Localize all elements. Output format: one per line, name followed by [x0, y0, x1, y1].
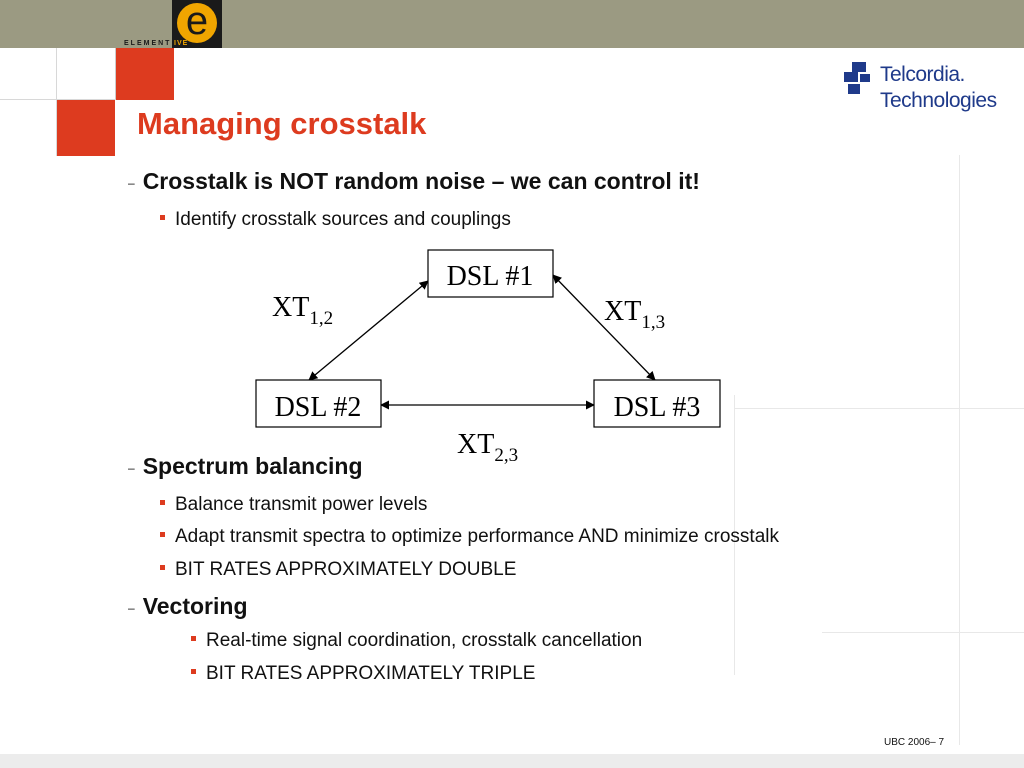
bullet-text: BIT RATES APPROXIMATELY DOUBLE — [175, 559, 517, 580]
dsl-node-2 — [256, 380, 381, 427]
dsl-node-3 — [594, 380, 720, 427]
slide-footer: UBC 2006– 7 — [884, 737, 945, 748]
elementive-logo-letter: e — [185, 0, 209, 43]
bullet-text: Vectoring — [142, 593, 248, 619]
crosstalk-label-sub: 1,2 — [309, 308, 334, 329]
crosstalk-label-sub: 1,3 — [641, 312, 666, 333]
dsl-node-label: DSL #2 — [274, 392, 362, 423]
bullet-text: Real-time signal coordination, crosstalk cancellation — [206, 630, 643, 651]
crosstalk-label-1-3 — [604, 296, 665, 333]
bottom-band — [0, 754, 1024, 768]
dsl-node-1 — [428, 250, 553, 297]
crosstalk-label-main: XT — [604, 296, 642, 327]
crosstalk-label-sub: 2,3 — [494, 445, 519, 466]
bullet-text: BIT RATES APPROXIMATELY TRIPLE — [206, 663, 536, 684]
bullet-text: Balance transmit power levels — [175, 494, 428, 515]
crosstalk-label-2-3 — [457, 429, 518, 466]
crosstalk-label-1-2 — [272, 292, 333, 329]
dash-icon: – — [128, 175, 135, 190]
slide-title: Managing crosstalk — [137, 106, 427, 141]
bullet-text: Adapt transmit spectra to optimize performance AND minimize crosstalk — [175, 526, 779, 547]
crosstalk-label-main: XT — [272, 292, 310, 323]
bullet-text: Spectrum balancing — [142, 453, 363, 479]
telcordia-wordmark-line2: Technologies — [880, 89, 997, 112]
telcordia-wordmark-line1: Telcordia. — [880, 63, 965, 86]
coupling-arrow-1-3 — [553, 275, 655, 380]
bullet-text: Identify crosstalk sources and couplings — [175, 209, 511, 230]
dsl-node-label: DSL #3 — [613, 392, 701, 423]
elementive-logo-word-tail: IVE — [174, 40, 189, 47]
elementive-logo-word: ELEMENT — [124, 40, 172, 47]
crosstalk-label-main: XT — [457, 429, 495, 460]
dash-icon: – — [128, 460, 135, 475]
dsl-node-label: DSL #1 — [446, 261, 534, 292]
coupling-arrow-1-2 — [309, 281, 428, 380]
dash-icon: – — [128, 600, 135, 615]
bullet-text: Crosstalk is NOT random noise – we can control it! — [142, 168, 700, 194]
